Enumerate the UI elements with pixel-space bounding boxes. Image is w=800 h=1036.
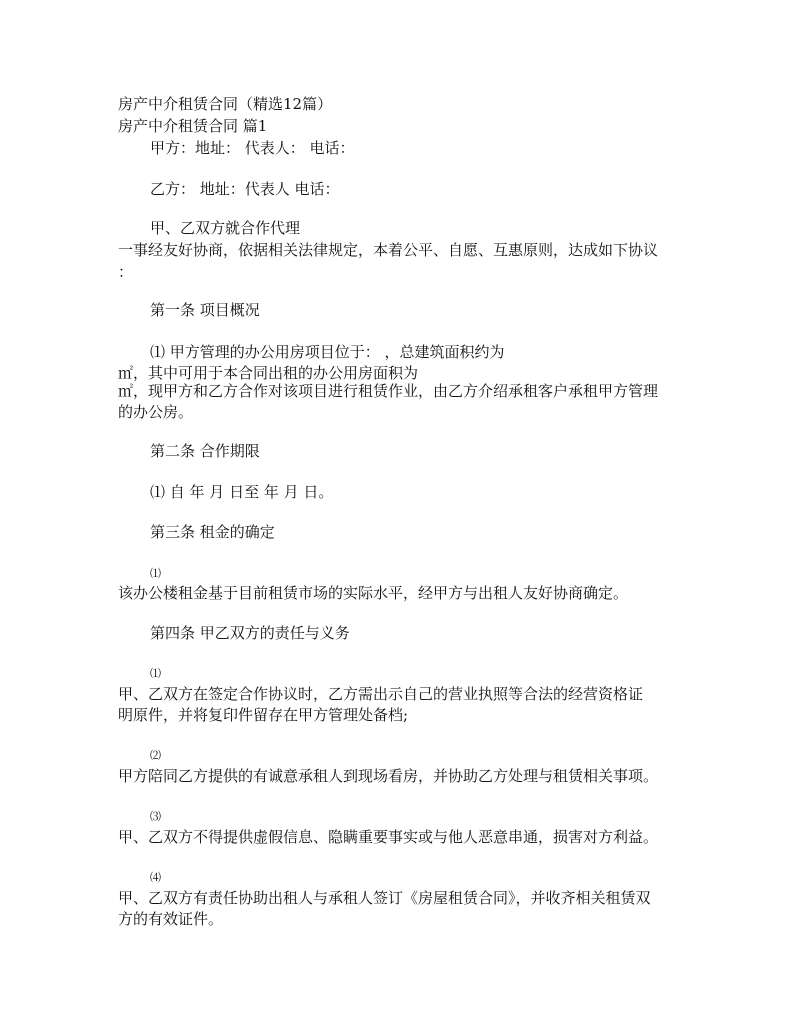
article-4-item-2-number: ⑵ <box>150 749 161 762</box>
article-2-item-1: ⑴ 自 年 月 日至 年 月 日。 <box>150 483 334 501</box>
intro-line-3: ： <box>118 263 134 281</box>
article-4-item-1-text-a: 甲、乙双方在签定合作协议时，乙方需出示自己的营业执照等合法的经营资格证 <box>118 685 644 703</box>
article-4-item-4-text-a: 甲、乙双方有责任协助出租人与承租人签订《房屋租赁合同》，并收齐相关租赁双 <box>118 889 651 907</box>
article-4-item-4-text-b: 方的有效证件。 <box>118 910 224 928</box>
article-2-title: 第二条 合作期限 <box>150 442 260 460</box>
party-b-line: 乙方： 地址：代表人 电话： <box>150 180 340 198</box>
intro-line-1: 甲、乙双方就合作代理 <box>150 219 301 237</box>
article-1-item-1-line-a: ⑴ 甲方管理的办公用房项目位于： ，总建筑面积约为 <box>150 343 505 361</box>
article-4-title: 第四条 甲乙双方的责任与义务 <box>150 624 350 642</box>
article-1-item-1-line-c: ㎡，现甲方和乙方合作对该项目进行租赁作业，由乙方介绍承租客户承租甲方管理 <box>118 382 659 400</box>
article-3-item-1-number: ⑴ <box>150 567 161 580</box>
article-1-item-1-line-d: 的办公房。 <box>118 403 194 421</box>
article-4-item-2-text: 甲方陪同乙方提供的有诚意承租人到现场看房，并协助乙方处理与租赁相关事项。 <box>118 767 659 785</box>
article-4-item-3-text: 甲、乙双方不得提供虚假信息、隐瞒重要事实或与他人恶意串通，损害对方利益。 <box>118 828 659 846</box>
document-subtitle: 房产中介租赁合同 篇1 <box>118 117 268 135</box>
article-3-title: 第三条 租金的确定 <box>150 523 275 541</box>
article-4-item-1-text-b: 明原件，并将复印件留存在甲方管理处备档; <box>118 706 409 724</box>
document-title: 房产中介租赁合同（精选12篇） <box>118 95 333 113</box>
article-1-title: 第一条 项目概况 <box>150 301 260 319</box>
intro-line-2: 一事经友好协商，依据相关法律规定，本着公平、自愿、互惠原则，达成如下协议 <box>118 241 659 259</box>
article-3-item-1-text: 该办公楼租金基于目前租赁市场的实际水平，经甲方与出租人友好协商确定。 <box>118 584 629 602</box>
article-4-item-3-number: ⑶ <box>150 810 161 823</box>
article-4-item-4-number: ⑷ <box>150 871 161 884</box>
article-1-item-1-line-b: ㎡，其中可用于本合同出租的办公用房面积为 <box>118 364 419 382</box>
party-a-line: 甲方：地址： 代表人： 电话： <box>150 139 355 157</box>
article-4-item-1-number: ⑴ <box>150 667 161 680</box>
